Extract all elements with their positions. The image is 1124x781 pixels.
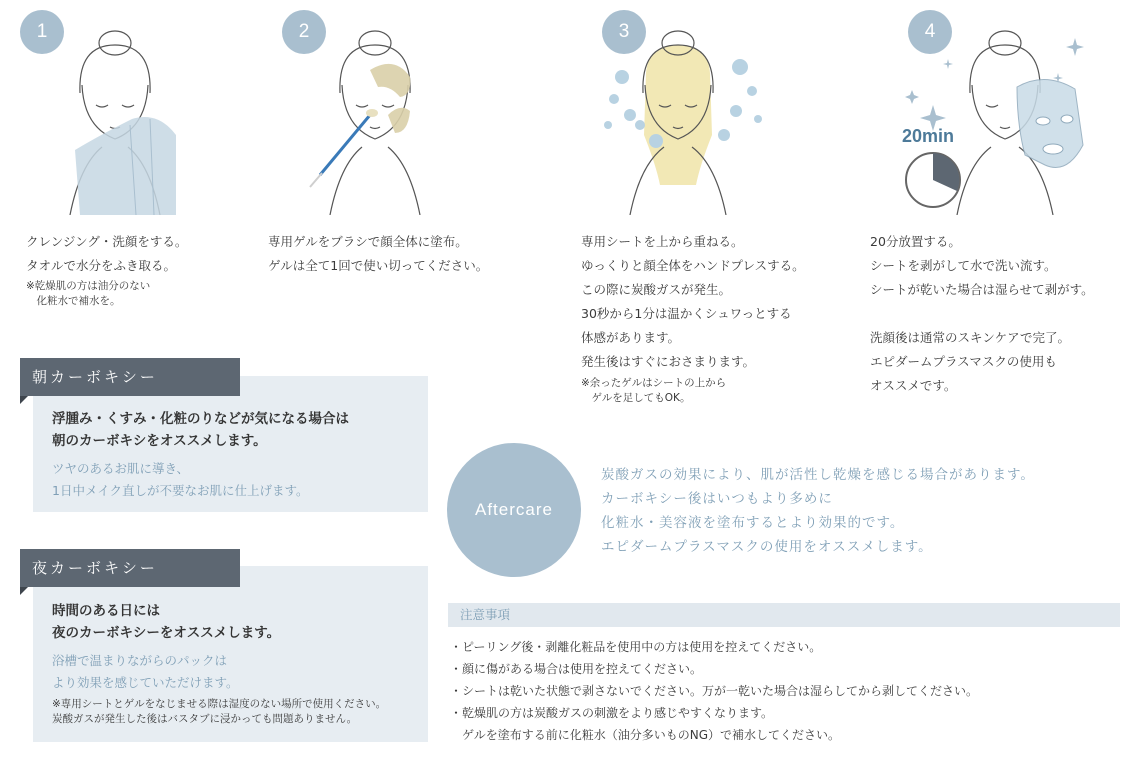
gel-patch [370,64,410,97]
step-3-text: 専用シートを上から重ねる。 ゆっくりと顔全体をハンドプレスする。 この際に炭酸ガスが発生。 30秒から1分は温かくシュワっとする 体感があります。 発生後はすぐにおさまります。 [581,234,805,369]
towel-shape [75,117,176,215]
aftercare-badge: Aftercare [447,443,581,577]
caution-item: ゲルを塗布する前に化粧水（油分多いものNG）で補水してください。 [450,728,841,742]
caution-title: 注意事項 [460,607,511,622]
morning-ribbon-fold [20,396,28,404]
step-2-text: 専用ゲルをブラシで顔全体に塗布。 ゲルは全て1回で使い切ってください。 [268,234,489,273]
morning-ribbon: 朝カーボキシー [20,358,240,396]
aftercare-text: 炭酸ガスの効果により、肌が活性し乾燥を感じる場合があります。 カーボキシー後はいつもより多めに 化粧水・美容液を塗布するとより効果的です。 エピダームプラスマスクの使用をオススメします。 [601,467,1035,555]
night-main-text: 時間のある日には 夜のカーボキシーをオススメします。 [52,603,281,641]
step-4-illustration [895,15,1115,215]
night-ribbon-fold [20,587,28,595]
caution-item: ・ピーリング後・剥離化粧品を使用中の方は使用を控えてください。 [450,640,822,654]
step-2-badge: 2 [282,10,326,54]
caution-item: ・シートは乾いた状態で剥さないでください。万が一乾いた場合は湿らしてから剥してください。 [450,684,979,698]
step-1-illustration [40,15,220,215]
peeled-sheet [1017,79,1083,167]
caution-list [450,636,978,746]
step-4-badge: 4 [908,10,952,54]
morning-sub-text: ツヤのあるお肌に導き、 1日中メイク直しが不要なお肌に仕上げます。 [52,461,309,498]
step-3-note: ※余ったゲルはシートの上から ゲルを足してもOK。 [581,377,727,404]
timer-label: 20min [902,126,955,146]
step-3-illustration [600,15,780,215]
timer-icon [906,153,960,207]
morning-main-text: 浮腫み・くすみ・化粧のりなどが気になる場合は 朝のカーボキシをオススメします。 [52,411,349,449]
night-note: ※専用シートとゲルをなじませる際は湿度のない場所で使用ください。 炭酸ガスが発生した後はバスタブに浸かっても問題ありません。 [52,698,387,725]
caution-item: ・乾燥肌の方は炭酸ガスの刺激をより感じやすくなります。 [450,706,774,720]
night-ribbon: 夜カーボキシー [20,549,240,587]
step-2-illustration [300,15,480,215]
caution-item: ・顔に傷がある場合は使用を控えてください。 [450,662,703,676]
step-1-badge: 1 [20,10,64,54]
step-4-text: 20分放置する。 シートを剥がして水で洗い流す。 シートが乾いた場合は湿らせて剥がす。 洗顔後は通常のスキンケアで完了。 エピダームプラスマスクの使用も オススメです。 [870,234,1094,393]
step-3-badge: 3 [602,10,646,54]
night-sub-text: 浴槽で温まりながらのパックは より効果を感じていただけます。 [52,653,239,690]
step-1-text: クレンジング・洗顔をする。 タオルで水分をふき取る。 [26,234,188,273]
caution-header-bar [448,603,1120,627]
step-1-note: ※乾燥肌の方は油分のない 化粧水で補水を。 [26,280,151,307]
sheet-shape [644,45,712,185]
